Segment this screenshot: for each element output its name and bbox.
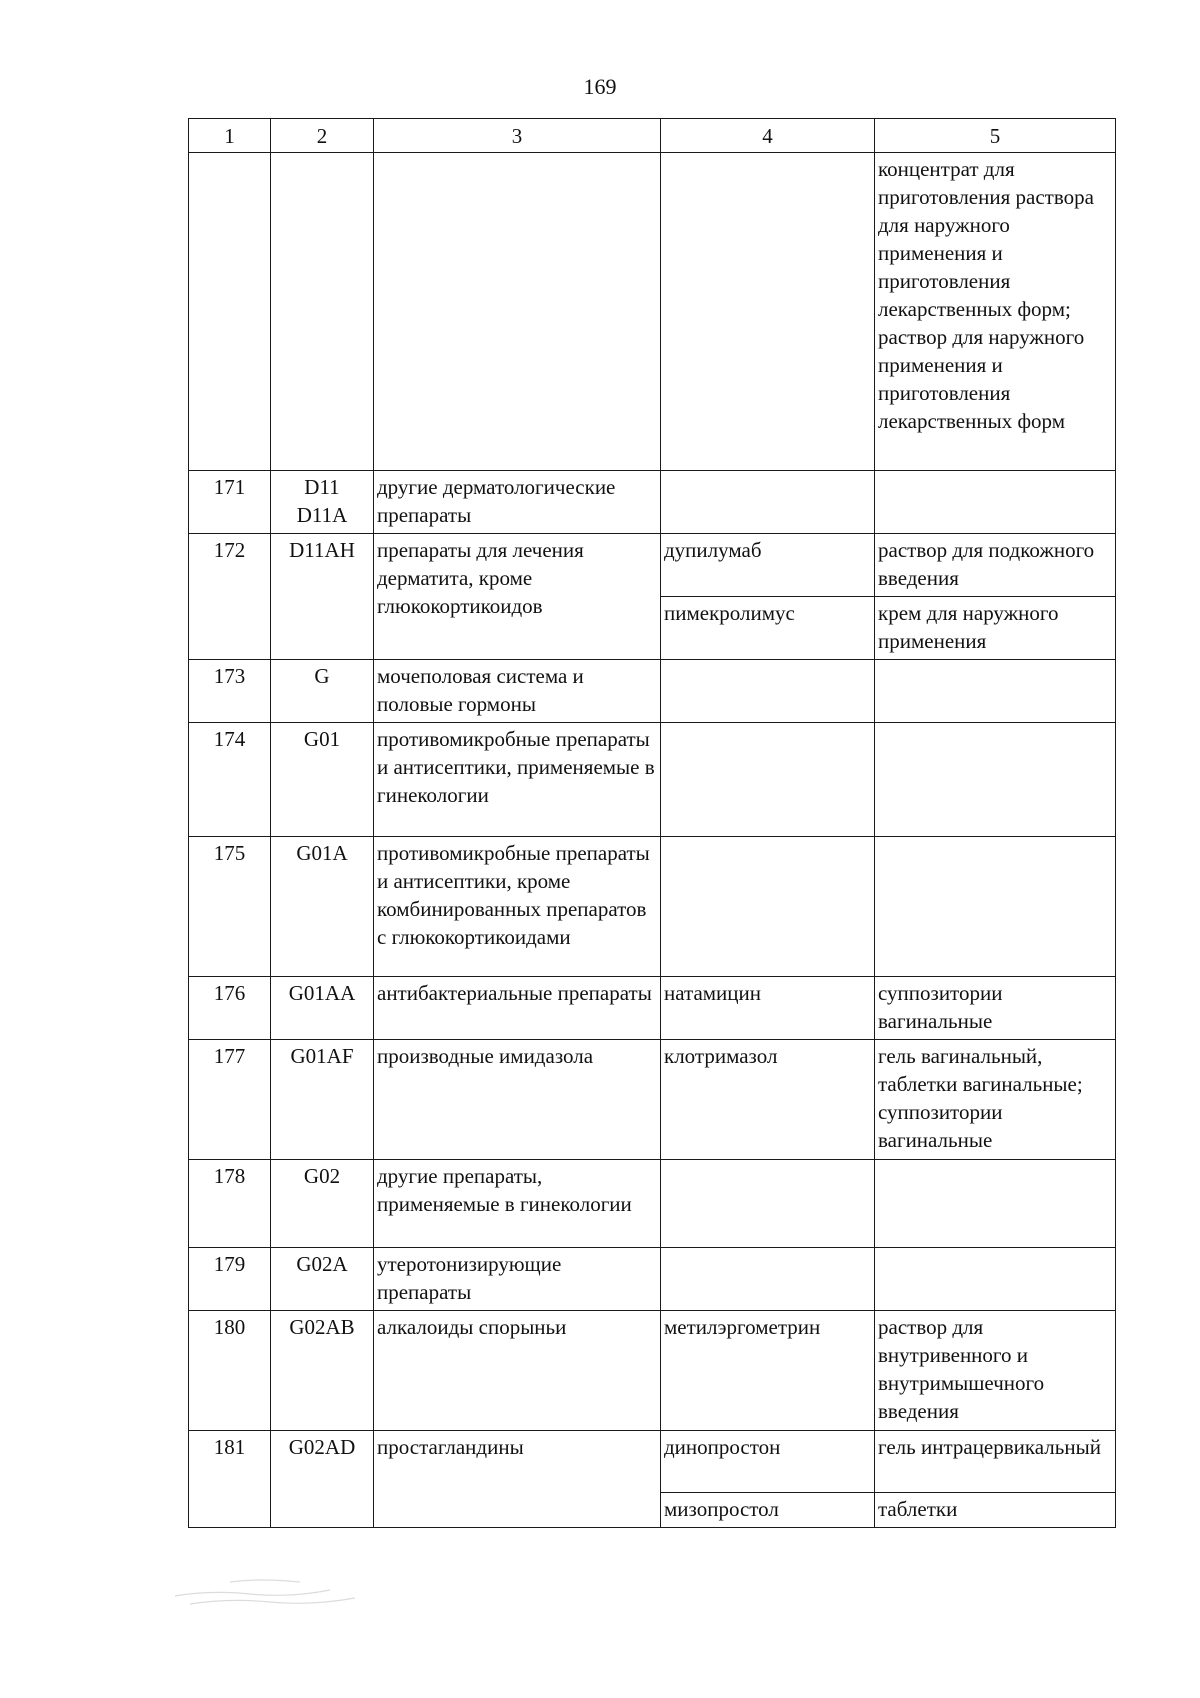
dosage-form	[875, 723, 1116, 837]
group-name: другие препараты, применяемые в гинекологии	[374, 1160, 661, 1248]
dosage-form	[875, 1160, 1116, 1248]
row-number: 179	[189, 1248, 271, 1311]
column-header-2: 2	[271, 119, 374, 153]
row-number: 181	[189, 1431, 271, 1528]
column-header-1: 1	[189, 119, 271, 153]
table-row	[189, 1248, 1116, 1311]
page-number: 169	[583, 74, 617, 99]
atc-code: G	[271, 660, 374, 723]
dosage-form: крем для наружного применения	[875, 597, 1116, 660]
group-name: препараты для лечения дерматита, кроме глюкокортикоидов	[374, 534, 661, 660]
atc-code: G01	[271, 723, 374, 837]
atc-code: G01AF	[271, 1040, 374, 1160]
drug-name	[661, 471, 875, 534]
row-number: 176	[189, 977, 271, 1040]
drug-name	[661, 837, 875, 977]
row-number: 177	[189, 1040, 271, 1160]
table-row	[189, 1040, 1116, 1160]
drug-name	[661, 660, 875, 723]
group-name: противомикробные препараты и антисептики, применяемые в гинекологии	[374, 723, 661, 837]
group-name: простагландины	[374, 1431, 661, 1528]
table-row	[189, 534, 1116, 597]
drug-table	[188, 118, 1116, 1528]
drug-name: метилэргометрин	[661, 1311, 875, 1431]
atc-code: G02AD	[271, 1431, 374, 1528]
row-number: 178	[189, 1160, 271, 1248]
group-name: другие дерматологические препараты	[374, 471, 661, 534]
dosage-form: таблетки	[875, 1493, 1116, 1528]
dosage-form	[875, 471, 1116, 534]
atc-code: G02AB	[271, 1311, 374, 1431]
dosage-form: суппозитории вагинальные	[875, 977, 1116, 1040]
table-row	[189, 1431, 1116, 1493]
dosage-form	[875, 1248, 1116, 1311]
group-name: мочеполовая система и половые гормоны	[374, 660, 661, 723]
atc-code: G01A	[271, 837, 374, 977]
group-name: антибактериальные препараты	[374, 977, 661, 1040]
table-row	[189, 837, 1116, 977]
table-row	[189, 471, 1116, 534]
atc-code	[271, 153, 374, 471]
group-name: утеротонизирующие препараты	[374, 1248, 661, 1311]
table-row	[189, 1160, 1116, 1248]
dosage-form	[875, 837, 1116, 977]
drug-name: динопростон	[661, 1431, 875, 1493]
dosage-form: раствор для внутривенного и внутримышечного введения	[875, 1311, 1116, 1431]
header-row	[189, 119, 1116, 153]
row-number: 173	[189, 660, 271, 723]
group-name: алкалоиды спорыньи	[374, 1311, 661, 1431]
drug-name	[661, 723, 875, 837]
row-number: 174	[189, 723, 271, 837]
dosage-form: гель интрацервикальный	[875, 1431, 1116, 1493]
dosage-form: концентрат для приготовления раствора для наружного применения и приготовления лекарственных форм; раствор для наружного применения и приготовления лекарственных форм	[875, 153, 1116, 471]
row-number: 172	[189, 534, 271, 660]
faint-stamp-mark	[170, 1568, 360, 1618]
row-number: 175	[189, 837, 271, 977]
drug-name: натамицин	[661, 977, 875, 1040]
dosage-form: раствор для подкожного введения	[875, 534, 1116, 597]
table-row	[189, 977, 1116, 1040]
atc-code: G01AA	[271, 977, 374, 1040]
column-header-3: 3	[374, 119, 661, 153]
group-name	[374, 153, 661, 471]
table-row	[189, 1311, 1116, 1431]
drug-name	[661, 1160, 875, 1248]
group-name: производные имидазола	[374, 1040, 661, 1160]
table-row	[189, 153, 1116, 471]
group-name: противомикробные препараты и антисептики, кроме комбинированных препаратов с глюкокортикоидами	[374, 837, 661, 977]
row-number: 180	[189, 1311, 271, 1431]
column-header-5: 5	[875, 119, 1116, 153]
atc-code: G02	[271, 1160, 374, 1248]
drug-name	[661, 153, 875, 471]
atc-code: D11 D11A	[271, 471, 374, 534]
drug-name: мизопростол	[661, 1493, 875, 1528]
atc-code: D11AH	[271, 534, 374, 660]
atc-code: G02A	[271, 1248, 374, 1311]
drug-name	[661, 1248, 875, 1311]
row-number	[189, 153, 271, 471]
table-row	[189, 660, 1116, 723]
drug-name: дупилумаб	[661, 534, 875, 597]
row-number: 171	[189, 471, 271, 534]
table-row	[189, 723, 1116, 837]
column-header-4: 4	[661, 119, 875, 153]
dosage-form: гель вагинальный, таблетки вагинальные; суппозитории вагинальные	[875, 1040, 1116, 1160]
dosage-form	[875, 660, 1116, 723]
drug-name: клотримазол	[661, 1040, 875, 1160]
drug-name: пимекролимус	[661, 597, 875, 660]
